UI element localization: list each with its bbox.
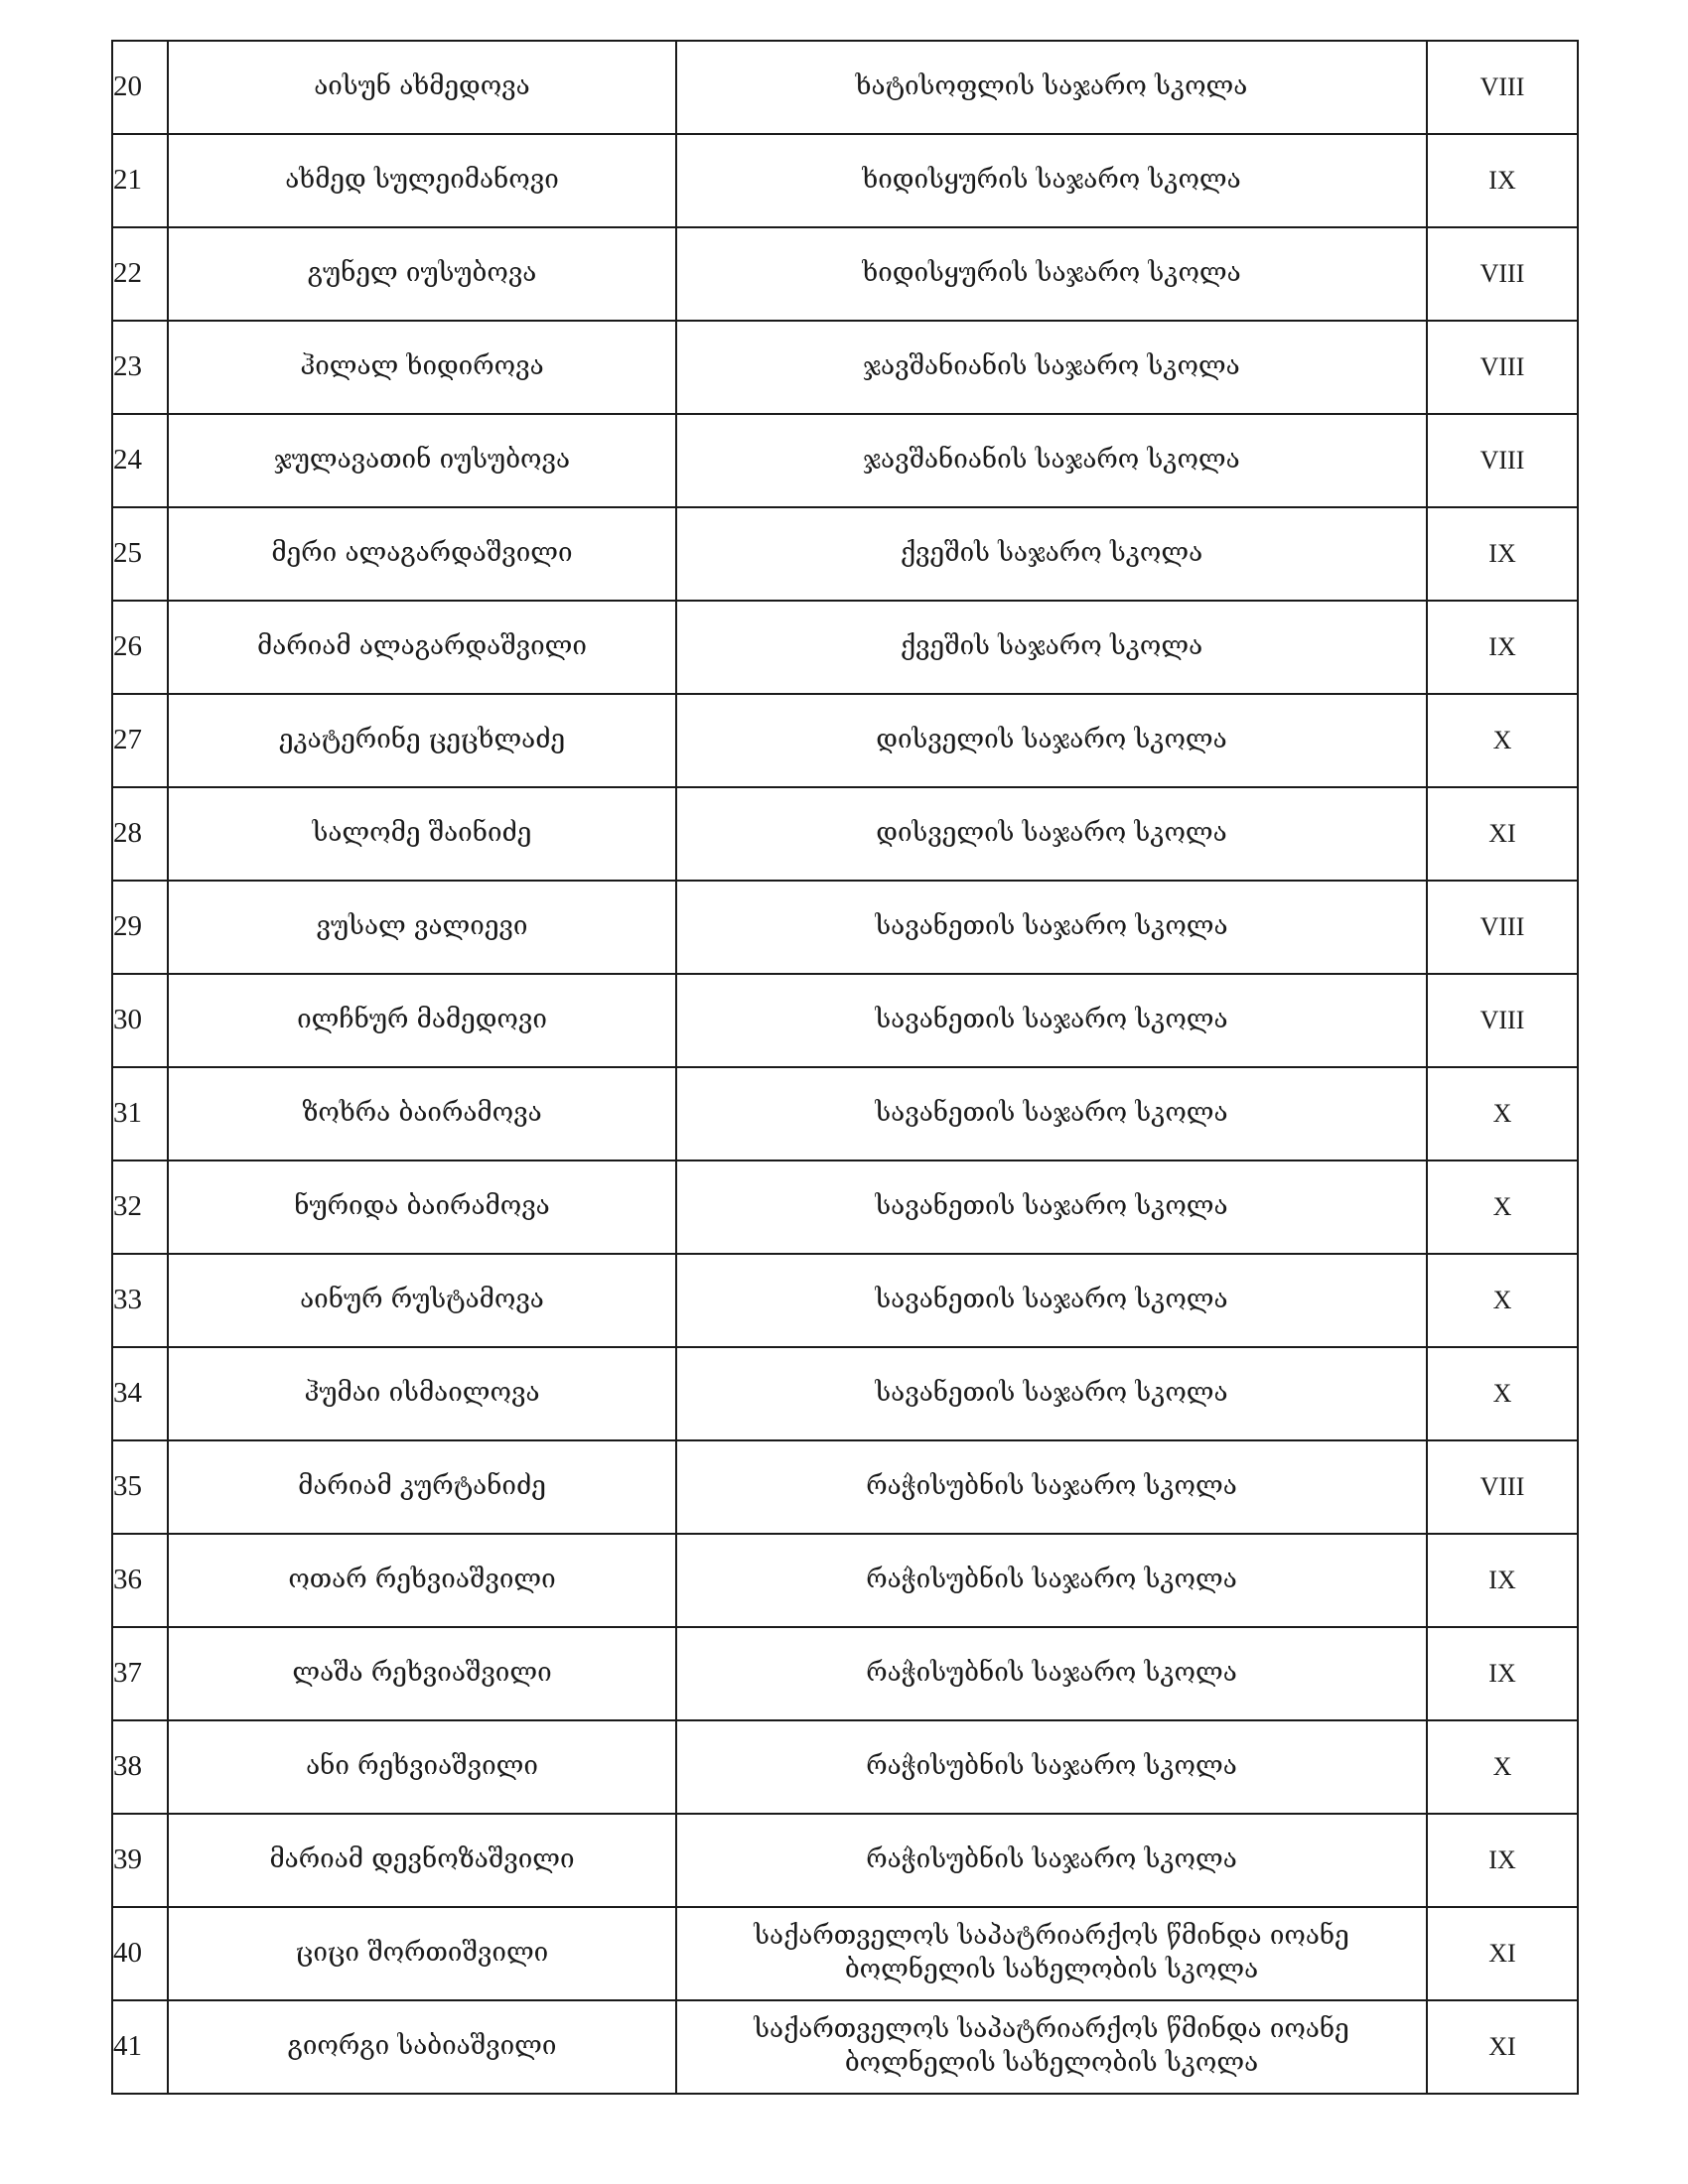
row-number-cell [112,601,168,694]
grade: VIII [1427,321,1578,414]
school-name: დისველის საჯარო სკოლა [676,694,1427,787]
grade: X [1427,1720,1578,1814]
table-row [112,2000,1578,2094]
table-row [112,507,1578,601]
student-name: ციცი შორთიშვილი [168,1907,676,2000]
table-row [112,321,1578,414]
student-name: აისუნ ახმედოვა [168,41,676,134]
grade: IX [1427,1534,1578,1627]
table-row [112,1627,1578,1720]
school-name: ქვეშის საჯარო სკოლა [676,507,1427,601]
row-number: 32 [113,1190,142,1223]
table-row [112,601,1578,694]
grade: X [1427,694,1578,787]
table-row [112,1534,1578,1627]
school-name: ჯავშანიანის საჯარო სკოლა [676,321,1427,414]
row-number-cell [112,1254,168,1347]
school-name: სავანეთის საჯარო სკოლა [676,881,1427,974]
school-name: სავანეთის საჯარო სკოლა [676,1067,1427,1160]
row-number: 27 [113,724,142,756]
school-name: ხიდისყურის საჯარო სკოლა [676,227,1427,321]
school-name: სავანეთის საჯარო სკოლა [676,1347,1427,1440]
grade: VIII [1427,1440,1578,1534]
row-number: 40 [113,1937,142,1970]
school-name: რაჭისუბნის საჯარო სკოლა [676,1814,1427,1907]
grade: XI [1427,1907,1578,2000]
table-row [112,974,1578,1067]
row-number: 35 [113,1470,142,1503]
table-row [112,1160,1578,1254]
row-number: 20 [113,70,142,103]
row-number-cell [112,507,168,601]
row-number-cell [112,227,168,321]
school-name: ხატისოფლის საჯარო სკოლა [676,41,1427,134]
table-row [112,227,1578,321]
row-number-cell [112,1814,168,1907]
row-number-cell [112,134,168,227]
row-number-cell [112,1347,168,1440]
school-name: სავანეთის საჯარო სკოლა [676,1160,1427,1254]
grade: VIII [1427,227,1578,321]
row-number: 30 [113,1004,142,1036]
school-name: სავანეთის საჯარო სკოლა [676,1254,1427,1347]
school-name: რაჭისუბნის საჯარო სკოლა [676,1534,1427,1627]
row-number-cell [112,1627,168,1720]
row-number-cell [112,41,168,134]
student-name: ნურიდა ბაირამოვა [168,1160,676,1254]
row-number: 24 [113,444,142,477]
table-row [112,694,1578,787]
row-number: 25 [113,537,142,570]
grade: IX [1427,134,1578,227]
row-number-cell [112,1720,168,1814]
row-number: 23 [113,350,142,383]
student-name: აინურ რუსტამოვა [168,1254,676,1347]
table-row [112,134,1578,227]
row-number: 22 [113,257,142,290]
school-name: ქვეშის საჯარო სკოლა [676,601,1427,694]
student-name: ოთარ რეხვიაშვილი [168,1534,676,1627]
grade: IX [1427,1814,1578,1907]
row-number: 36 [113,1564,142,1596]
participants-table-body [112,41,1578,2094]
grade: IX [1427,601,1578,694]
row-number: 31 [113,1097,142,1130]
school-name: რაჭისუბნის საჯარო სკოლა [676,1627,1427,1720]
student-name: მერი ალაგარდაშვილი [168,507,676,601]
row-number-cell [112,321,168,414]
table-row [112,41,1578,134]
row-number: 39 [113,1843,142,1876]
school-name: საქართველოს საპატრიარქოს წმინდა იოანე ბოლნელის სახელობის სკოლა [676,1907,1427,2000]
grade: VIII [1427,974,1578,1067]
participants-table [111,40,1579,2095]
row-number-cell [112,787,168,881]
row-number: 37 [113,1657,142,1690]
student-name: ილჩნურ მამედოვი [168,974,676,1067]
student-name: მარიამ დევნოზაშვილი [168,1814,676,1907]
row-number: 34 [113,1377,142,1410]
table-row [112,1440,1578,1534]
student-name: ანი რეხვიაშვილი [168,1720,676,1814]
row-number-cell [112,881,168,974]
grade: X [1427,1067,1578,1160]
grade: VIII [1427,41,1578,134]
table-row [112,787,1578,881]
row-number-cell [112,1160,168,1254]
student-name: ეკატერინე ცეცხლაძე [168,694,676,787]
row-number: 21 [113,164,142,197]
table-row [112,1067,1578,1160]
student-name: ზოხრა ბაირამოვა [168,1067,676,1160]
grade: VIII [1427,414,1578,507]
row-number-cell [112,414,168,507]
row-number-cell [112,1907,168,2000]
grade: X [1427,1347,1578,1440]
student-name: ჯულავათინ იუსუბოვა [168,414,676,507]
row-number-cell [112,1067,168,1160]
student-name: ვუსალ ვალიევი [168,881,676,974]
row-number-cell [112,974,168,1067]
table-row [112,881,1578,974]
table-row [112,1720,1578,1814]
student-name: გუნელ იუსუბოვა [168,227,676,321]
row-number: 33 [113,1284,142,1316]
grade: VIII [1427,881,1578,974]
school-name: სავანეთის საჯარო სკოლა [676,974,1427,1067]
row-number: 26 [113,630,142,663]
grade: XI [1427,787,1578,881]
row-number-cell [112,1440,168,1534]
student-name: ლაშა რეხვიაშვილი [168,1627,676,1720]
grade: IX [1427,1627,1578,1720]
grade: X [1427,1160,1578,1254]
student-name: სალომე შაინიძე [168,787,676,881]
table-row [112,414,1578,507]
grade: IX [1427,507,1578,601]
row-number: 29 [113,910,142,943]
grade: XI [1427,2000,1578,2094]
table-row [112,1907,1578,2000]
school-name: რაჭისუბნის საჯარო სკოლა [676,1440,1427,1534]
school-name: საქართველოს საპატრიარქოს წმინდა იოანე ბოლნელის სახელობის სკოლა [676,2000,1427,2094]
school-name: ხიდისყურის საჯარო სკოლა [676,134,1427,227]
student-name: მარიამ კურტანიძე [168,1440,676,1534]
row-number: 41 [113,2030,142,2063]
row-number-cell [112,1534,168,1627]
table-row [112,1347,1578,1440]
student-name: მარიამ ალაგარდაშვილი [168,601,676,694]
school-name: ჯავშანიანის საჯარო სკოლა [676,414,1427,507]
grade: X [1427,1254,1578,1347]
table-row [112,1254,1578,1347]
school-name: რაჭისუბნის საჯარო სკოლა [676,1720,1427,1814]
row-number: 38 [113,1750,142,1783]
student-name: გიორგი საბიაშვილი [168,2000,676,2094]
school-name: დისველის საჯარო სკოლა [676,787,1427,881]
row-number-cell [112,694,168,787]
table-row [112,1814,1578,1907]
row-number-cell [112,2000,168,2094]
student-name: ჰუმაი ისმაილოვა [168,1347,676,1440]
student-name: ახმედ სულეიმანოვი [168,134,676,227]
student-name: ჰილალ ხიდიროვა [168,321,676,414]
row-number: 28 [113,817,142,850]
